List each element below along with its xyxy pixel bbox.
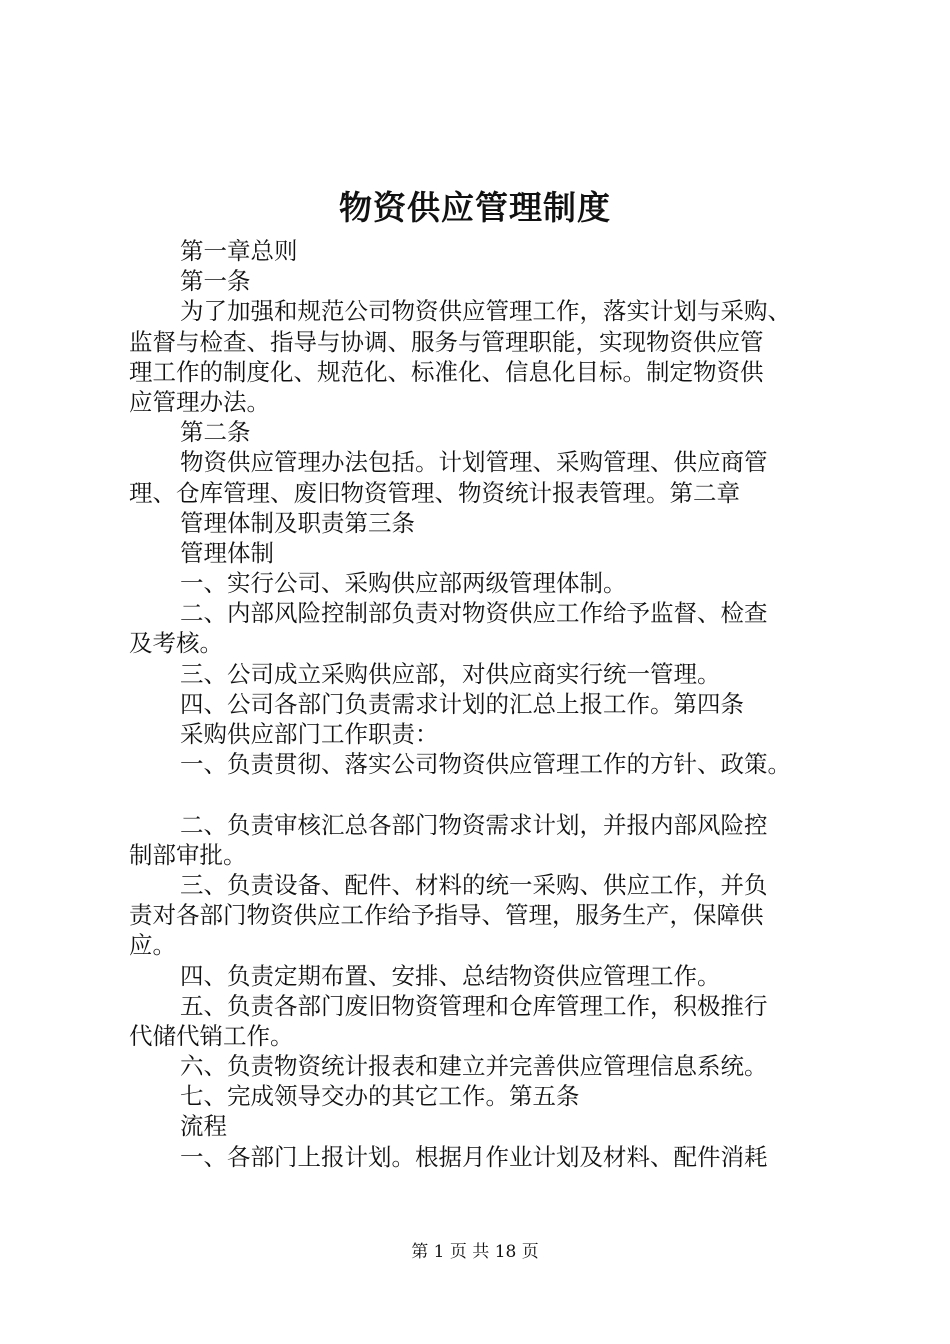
body-line: 代储代销工作。 [129,1021,294,1050]
body-line: 五、负责各部门废旧物资管理和仓库管理工作，积极推行 [180,991,768,1020]
body-line: 第一条 [180,267,251,296]
body-line: 二、负责审核汇总各部门物资需求计划，并报内部风险控 [180,810,768,839]
document-body [129,236,841,1172]
body-line: 一、实行公司、采购供应部两级管理体制。 [180,569,627,598]
body-line: 及考核。 [129,629,223,658]
body-line: 三、公司成立采购供应部，对供应商实行统一管理。 [180,659,721,688]
body-line: 第二条 [180,418,251,447]
body-line [129,779,841,809]
body-line: 采购供应部门工作职责： [180,720,439,748]
body-line: 监督与检查、指导与协调、服务与管理职能，实现物资供应管 [129,327,764,356]
body-line: 第一章总则 [180,237,298,265]
body-line: 为了加强和规范公司物资供应管理工作，落实计划与采购、 [180,297,791,326]
body-line: 应。 [129,931,176,960]
body-line: 四、负责定期布置、安排、总结物资供应管理工作。 [180,961,721,990]
body-line: 物资供应管理办法包括。计划管理、采购管理、供应商管 [180,448,768,477]
body-line: 二、内部风险控制部负责对物资供应工作给予监督、检查 [180,599,768,628]
body-line: 应管理办法。 [129,387,270,416]
body-line: 一、负责贯彻、落实公司物资供应管理工作的方针、政策。 [180,750,791,779]
body-line: 六、负责物资统计报表和建立并完善供应管理信息系统。 [180,1052,768,1081]
body-line: 一、各部门上报计划。根据月作业计划及材料、配件消耗 [180,1142,768,1171]
document-title: 物资供应管理制度 [339,188,611,227]
page-number-footer: 第 1 页 共 18 页 [411,1242,539,1262]
body-line: 理工作的制度化、规范化、标准化、信息化目标。制定物资供 [129,357,764,386]
body-line: 管理体制 [180,538,274,567]
body-line: 流程 [180,1112,227,1141]
body-line: 理、仓库管理、废旧物资管理、物资统计报表管理。第二章 [129,478,740,507]
body-line: 四、公司各部门负责需求计划的汇总上报工作。第四条 [180,689,744,718]
body-line: 责对各部门物资供应工作给予指导、管理，服务生产，保障供 [129,901,764,930]
body-line: 三、负责设备、配件、材料的统一采购、供应工作，并负 [180,870,768,899]
body-line: 管理体制及职责第三条 [180,508,415,537]
body-line: 七、完成领导交办的其它工作。第五条 [180,1082,580,1111]
body-line: 制部审批。 [129,840,247,869]
